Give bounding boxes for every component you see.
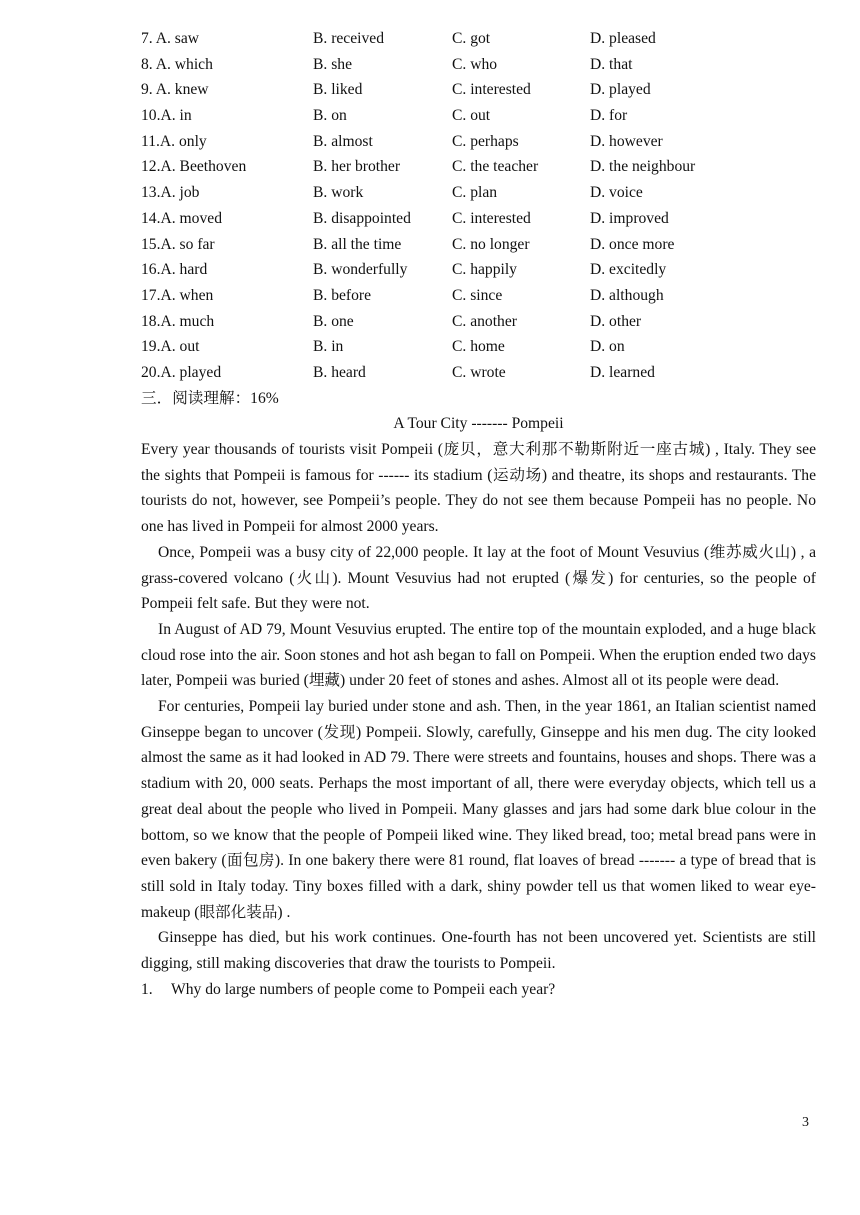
option-b: B. heard: [313, 363, 366, 381]
question-text: Why do large numbers of people come to Pompeii each year?: [171, 980, 556, 998]
option-d: D. played: [590, 81, 651, 99]
option-a: 7. A. saw: [141, 30, 200, 47]
option-b: B. all the time: [313, 235, 402, 253]
option-c: C. interested: [452, 81, 531, 99]
option-c: C. the teacher: [452, 158, 539, 176]
option-c: C. plan: [452, 184, 498, 202]
option-row: [141, 154, 816, 180]
option-a: 12.A. Beethoven: [141, 158, 247, 176]
question-1: [141, 977, 816, 1003]
option-b: B. before: [313, 286, 372, 304]
option-d: D. the neighbour: [590, 158, 696, 176]
option-row: [141, 309, 816, 335]
option-row: [141, 77, 816, 103]
option-row: [141, 52, 816, 78]
option-b: B. in: [313, 338, 344, 356]
option-a: 20.A. played: [141, 363, 222, 381]
option-c: C. got: [452, 30, 491, 47]
option-row: [141, 206, 816, 232]
option-a: 19.A. out: [141, 338, 200, 356]
option-a: 16.A. hard: [141, 261, 208, 279]
page-number: 3: [802, 1115, 809, 1130]
option-c: C. perhaps: [452, 132, 519, 150]
option-b: B. work: [313, 184, 364, 202]
option-c: C. home: [452, 338, 505, 356]
option-c: C. out: [452, 107, 491, 125]
option-row: [141, 103, 816, 129]
option-d: D. other: [590, 312, 642, 330]
answer-options-table: [141, 26, 816, 386]
option-a: 17.A. when: [141, 286, 214, 304]
option-b: B. disappointed: [313, 209, 411, 227]
option-a: 18.A. much: [141, 312, 215, 330]
option-row: [141, 26, 816, 52]
document-page: [141, 26, 816, 1002]
option-d: D. on: [590, 338, 625, 356]
option-d: D. however: [590, 132, 663, 150]
option-a: 10.A. in: [141, 107, 192, 125]
option-a: 14.A. moved: [141, 209, 222, 227]
option-row: [141, 334, 816, 360]
option-d: D. for: [590, 107, 628, 125]
option-a: 11.A. only: [141, 132, 207, 150]
paragraph-4: For centuries, Pompeii lay buried under stone and ash. Then, in the year 1861, an Italian scientist named Ginseppe began to uncover (发现) Pompeii. Slowly, carefully, Ginseppe and his men dug. The city looked almost the same as it had looked in AD 79. There were streets and fountains, houses and shops. There was a stadium with 20, 000 seats. Perhaps the most important of all, there were everyday objects, which tell us a great deal about the people who lived in Pompeii. Many glasses and jars had some dark blue colour in the bottom, so we know that the people of Pompeii liked wine. They liked bread, too; metal bread pans were in even bakery (面包房). In one bakery there were 81 round, flat loaves of bread ------- a type of bread that is still sold in Italy today. Tiny boxes filled with a dark, shiny powder tell us that women liked to wear eye-makeup (眼部化装品) .: [141, 698, 816, 921]
option-a: 9. A. knew: [141, 81, 209, 99]
option-d: D. although: [590, 286, 664, 304]
paragraph-2: Once, Pompeii was a busy city of 22,000 people. It lay at the foot of Mount Vesuvius (维苏威火山) , a grass-covered volcano (火山). Mount Vesuvius had not erupted (爆发) for centuries, so the people of Pompeii felt safe. But they were not.: [141, 543, 816, 613]
option-c: C. happily: [452, 261, 517, 279]
option-c: C. wrote: [452, 363, 506, 381]
section-heading: 三．阅读理解：16%: [141, 389, 279, 407]
option-b: B. on: [313, 107, 347, 125]
option-d: D. that: [590, 55, 633, 73]
option-row: [141, 129, 816, 155]
paragraph-1: Every year thousands of tourists visit Pompeii (庞贝，意大利那不勒斯附近一座古城) , Italy. They see the sights that Pompeii is famous for ------ its stadium (运动场) and theatre, its shops and restaurants. The tourists do not, however, see Pompeii’s people. They do not see them because Pompeii has no people. No one has lived in Pompeii for almost 2000 years.: [141, 441, 816, 536]
option-b: B. wonderfully: [313, 261, 408, 279]
option-row: [141, 283, 816, 309]
option-a: 13.A. job: [141, 184, 200, 202]
option-d: D. improved: [590, 209, 669, 227]
paragraph-5: Ginseppe has died, but his work continues. One-fourth has not been uncovered yet. Scientists are still digging, still making discoveries that draw the tourists to Pompeii.: [141, 929, 816, 973]
option-row: [141, 257, 816, 283]
option-a: 15.A. so far: [141, 235, 215, 253]
option-a: 8. A. which: [141, 55, 213, 73]
option-d: D. learned: [590, 363, 655, 381]
option-c: C. since: [452, 286, 503, 304]
option-d: D. voice: [590, 184, 643, 202]
option-b: B. almost: [313, 132, 373, 150]
option-c: C. another: [452, 312, 517, 330]
option-b: B. liked: [313, 81, 363, 99]
option-b: B. received: [313, 30, 385, 47]
option-b: B. her brother: [313, 158, 401, 176]
option-b: B. she: [313, 55, 352, 73]
option-c: C. interested: [452, 209, 531, 227]
question-number: 1.: [141, 980, 153, 998]
option-d: D. pleased: [590, 30, 656, 47]
option-row: [141, 232, 816, 258]
option-b: B. one: [313, 312, 354, 330]
option-d: D. excitedly: [590, 261, 667, 279]
option-c: C. who: [452, 55, 498, 73]
option-row: [141, 180, 816, 206]
passage-title: A Tour City ------- Pompeii: [393, 415, 564, 433]
option-c: C. no longer: [452, 235, 530, 253]
option-d: D. once more: [590, 235, 675, 253]
paragraph-3: In August of AD 79, Mount Vesuvius erupted. The entire top of the mountain exploded, and a huge black cloud rose into the air. Soon stones and hot ash began to fall on Pompeii. When the eruption ended two days later, Pompeii was buried (埋藏) under 20 feet of stones and ashes. Almost all ot its people were dead.: [141, 620, 816, 690]
option-row: [141, 360, 816, 386]
